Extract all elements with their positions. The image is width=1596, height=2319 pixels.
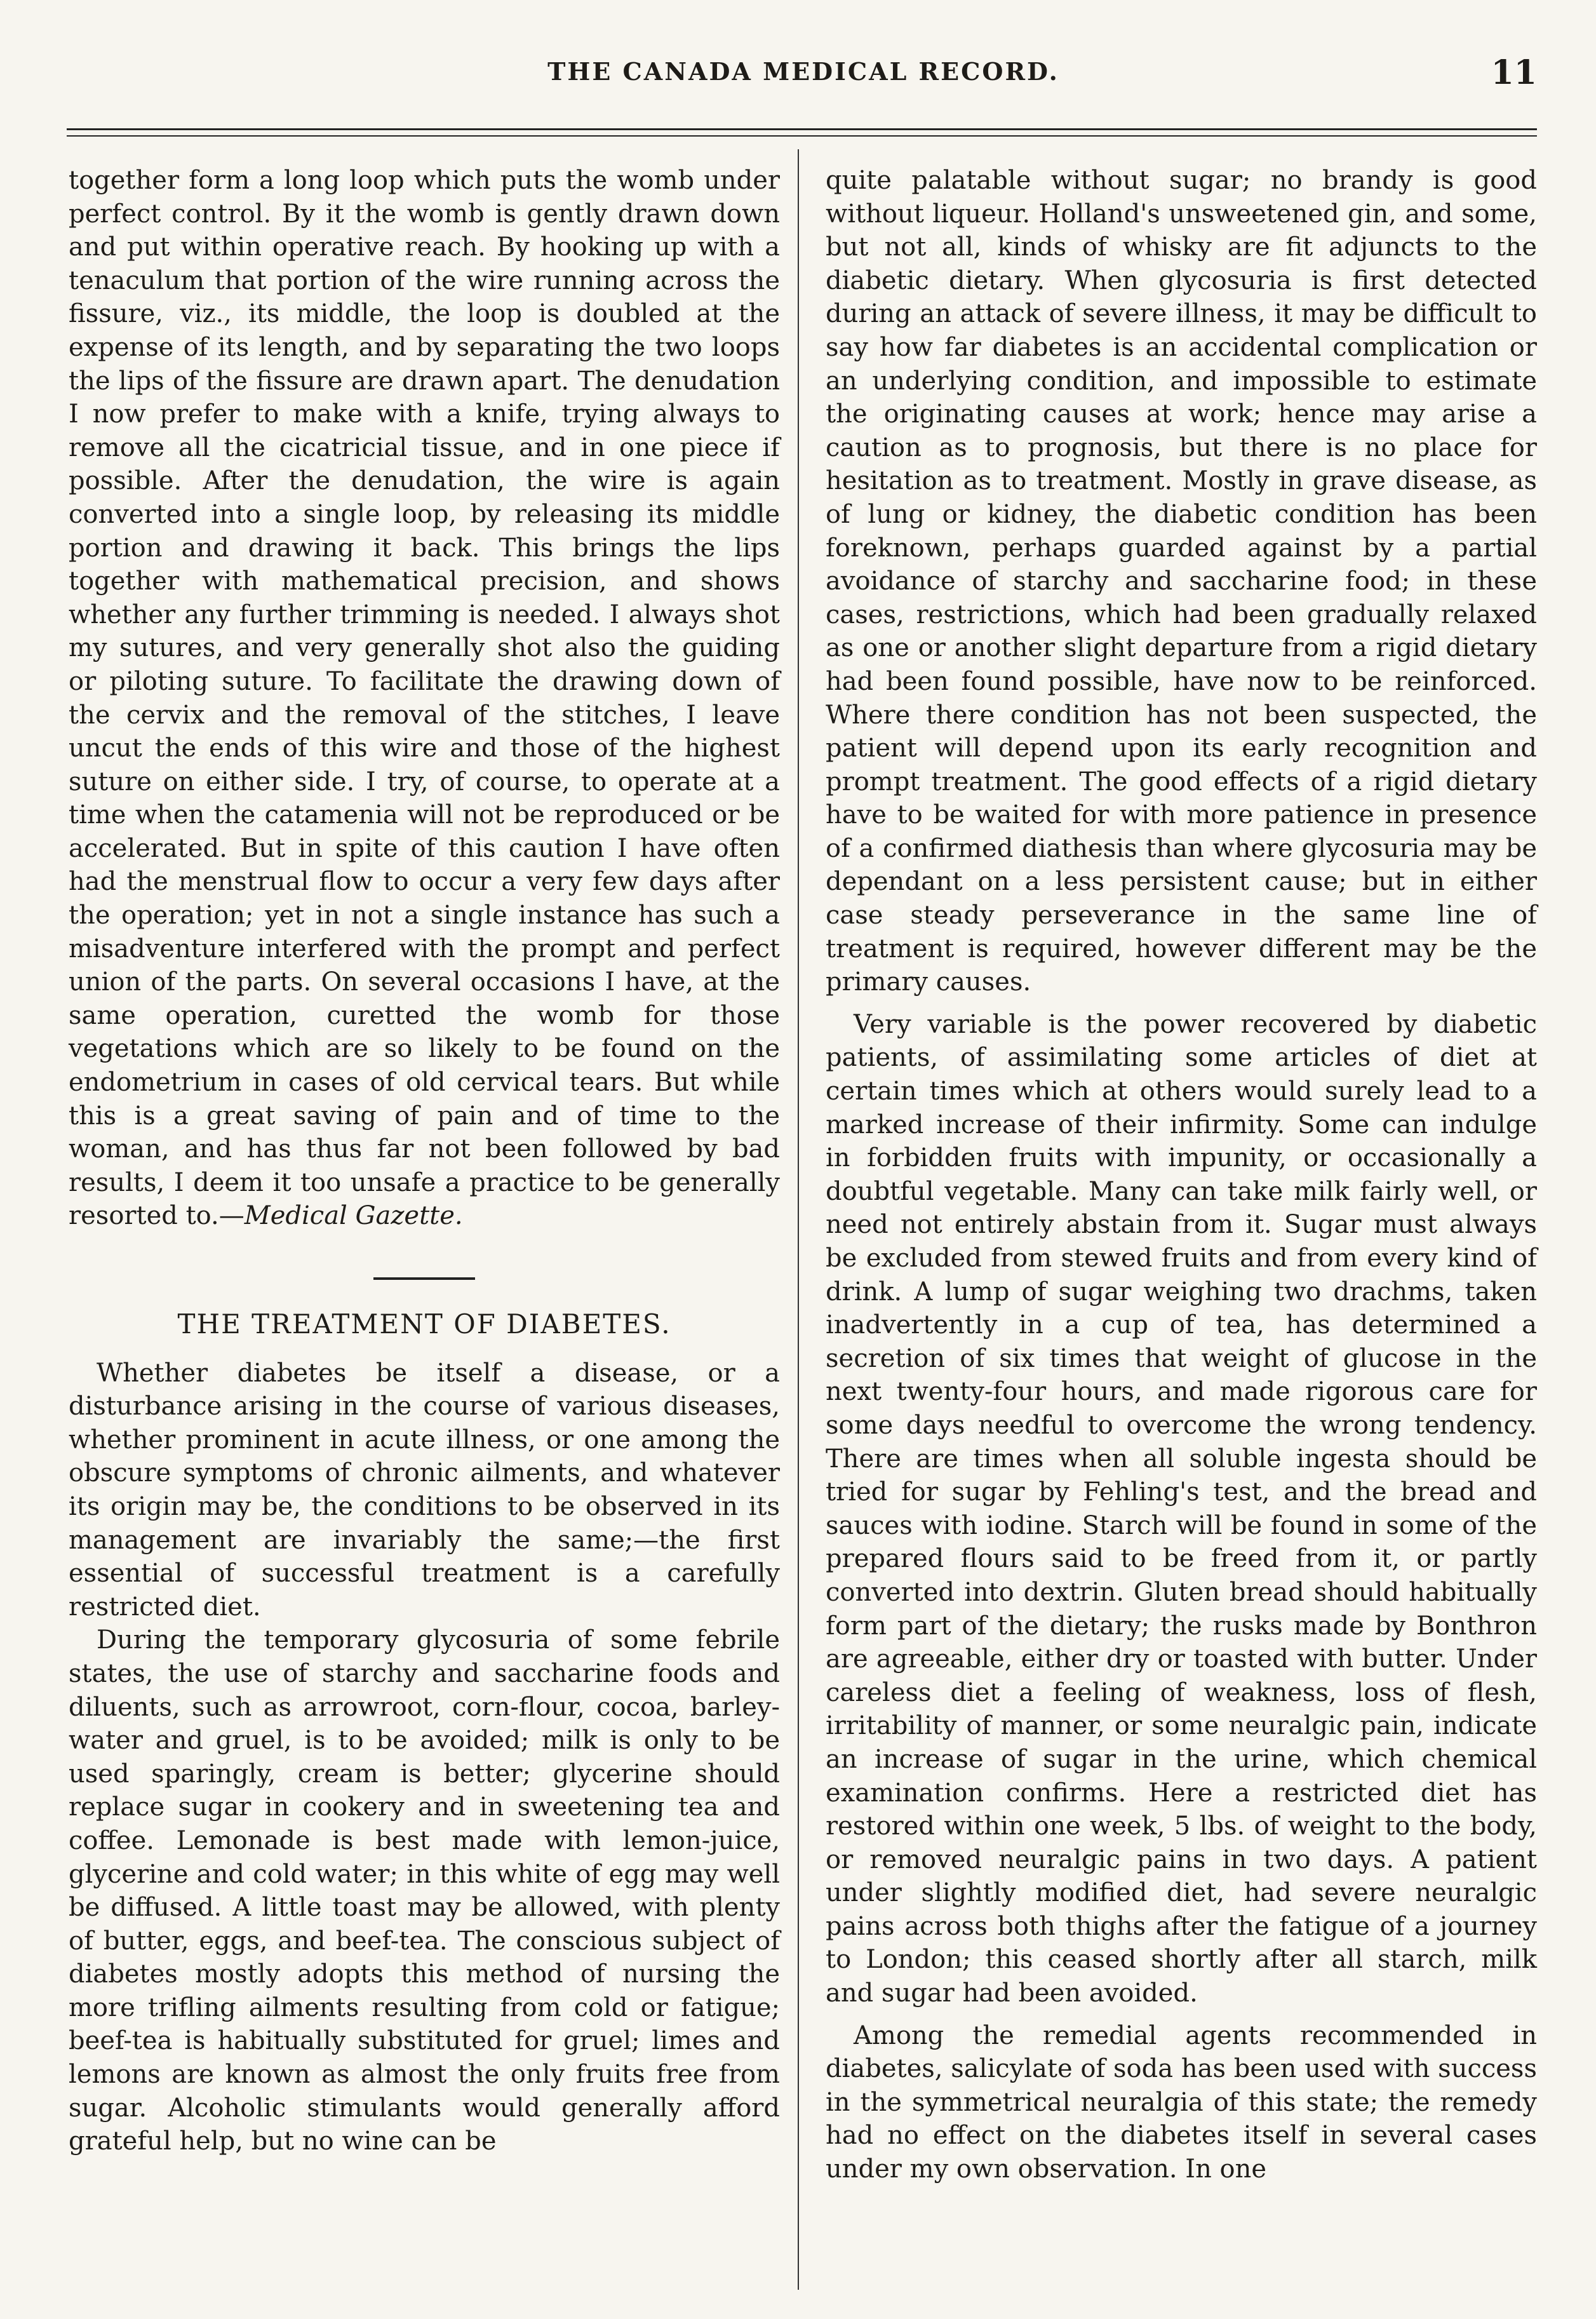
diabetes-paragraph-3: quite palatable without sugar; no brandy is good without liqueur. Holland's unsweetened gin, and some, but not all, kinds of whisky are fit adjuncts to the diabetic dietary. When glycosuria is first detected during an attack of severe illness, it may be difficult to say how far diabetes is an accidental complication or an underlying condition, and impossible to estimate the originating causes at work; hence may arise a caution as to prognosis, but there is no place for hesitation as to treatment. Mostly in grave disease, as of lung or kidney, the diabetic condition has been foreknown, perhaps guarded against by a partial avoidance of starchy and saccharine food; in these cases, restrictions, which had been gradually relaxed as one or another slight departure from a rigid dietary had been found possible, have now to be reinforced. Where there condition has not been suspected, the patient will depend upon its early recognition and prompt treatment. The good effects of a rigid dietary have to be waited for with more patience in presence of a confirmed diathesis than where glycosuria may be dependant on a less persistent cause; but in either case steady perseverance in the same line of treatment is required, however different may be the primary causes.: [826, 166, 1537, 997]
header-rule-bottom: [67, 135, 1537, 137]
left-column: [69, 164, 780, 2158]
citation: Medical Gazette.: [244, 1201, 463, 1231]
running-title: THE CANADA MEDICAL RECORD.: [547, 57, 1059, 86]
page-header: [70, 53, 1537, 95]
section-separator: [373, 1277, 475, 1280]
continued-paragraph-text: together form a long loop which puts the womb under perfect control. By it the womb is gently drawn down and put within operative reach. By hooking up with a tenaculum that portion of the wire running across the fissure, viz., its middle, the loop is doubled at the expense of its length, and by separating the two loops the lips of the fissure are drawn apart. The denudation I now prefer to make with a knife, trying always to remove all the cicatricial tissue, and in one piece if possible. After the denudation, the wire is again converted into a single loop, by releasing its middle portion and drawing it back. This brings the lips together with mathematical precision, and shows whether any further trimming is needed. I always shot my sutures, and very generally shot also the guiding or piloting suture. To facilitate the drawing down of the cervix and the removal of the stitches, I leave uncut the ends of this wire and those of the highest suture on either side. I try, of course, to operate at a time when the catamenia will not be reproduced or be accelerated. But in spite of this caution I have often had the menstrual flow to occur a very few days after the operation; yet in not a single instance has such a misadventure interfered with the prompt and perfect union of the parts. On several occasions I have, at the same operation, curetted the womb for those vegetations which are so likely to be found on the endometrium in cases of old cervical tears. But while this is a great saving of pain and of time to the woman, and has thus far not been followed by bad results, I deem it too unsafe a practice to be generally resorted to.—: [69, 166, 780, 1231]
diabetes-paragraph-4: Very variable is the power recovered by diabetic patients, of assimilating some articles of diet at certain times which at others would surely lead to a marked increase of their infirmity. Some can indulge in forbidden fruits with impunity, or occasionally a doubtful vegetable. Many can take milk fairly well, or need not entirely abstain from it. Sugar must always be excluded from stewed fruits and from every kind of drink. A lump of sugar weighing two drachms, taken inadvertently in a cup of tea, has determined a secretion of six times that weight of glucose in the next twenty-four hours, and made rigorous care for some days needful to overcome the wrong tendency. There are times when all soluble ingesta should be tried for sugar by Fehling's test, and the bread and sauces with iodine. Starch will be found in some of the prepared flours said to be freed from it, or partly converted into dextrin. Gluten bread should habitually form part of the dietary; the rusks made by Bonthron are agreeable, either dry or toasted with butter. Under careless diet a feeling of weakness, loss of flesh, irritability of manner, or some neuralgic pain, indicate an increase of sugar in the urine, which chemical examination confirms. Here a restricted diet has restored within one week, 5 lbs. of weight to the body, or removed neuralgic pains in two days. A patient under slightly modified diet, had severe neuralgic pains across both thighs after the fatigue of a journey to London; this ceased shortly after all starch, milk and sugar had been avoided.: [826, 1009, 1537, 2008]
right-column: [826, 164, 1537, 2186]
header-rule-top: [67, 128, 1537, 130]
column-divider: [798, 149, 799, 2290]
diabetes-paragraph-2: During the temporary glycosuria of some febrile states, the use of starchy and saccharine foods and diluents, such as arrowroot, corn-flour, cocoa, barley-water and gruel, is to be avoided; milk is only to be used sparingly, cream is better; glycerine should replace sugar in cookery and in sweetening tea and coffee. Lemonade is best made with lemon-juice, glycerine and cold water; in this white of egg may well be diffused. A little toast may be allowed, with plenty of butter, eggs, and beef-tea. The conscious subject of diabetes mostly adopts this method of nursing the more trifling ailments resulting from cold or fatigue; beef-tea is habitually substituted for gruel; limes and lemons are known as almost the only fruits free from sugar. Alcoholic stimulants would generally afford grateful help, but no wine can be: [69, 1625, 780, 2156]
section-title: THE TREATMENT OF DIABETES.: [177, 1308, 671, 1340]
diabetes-paragraph-1: Whether diabetes be itself a disease, or a disturbance arising in the course of various diseases, whether prominent in acute illness, or one among the obscure symptoms of chronic ailments, and whatever its origin may be, the conditions to be observed in its management are invariably the same;—the first essential of successful treatment is a carefully restricted diet.: [69, 1358, 780, 1622]
diabetes-paragraph-5: Among the remedial agents recommended in diabetes, salicylate of soda has been used with success in the symmetrical neuralgia of this state; the remedy had no effect on the diabetes itself in several cases under my own observation. In one: [826, 2020, 1537, 2184]
continued-paragraph: [69, 164, 780, 1233]
page-number: 11: [1491, 53, 1537, 92]
